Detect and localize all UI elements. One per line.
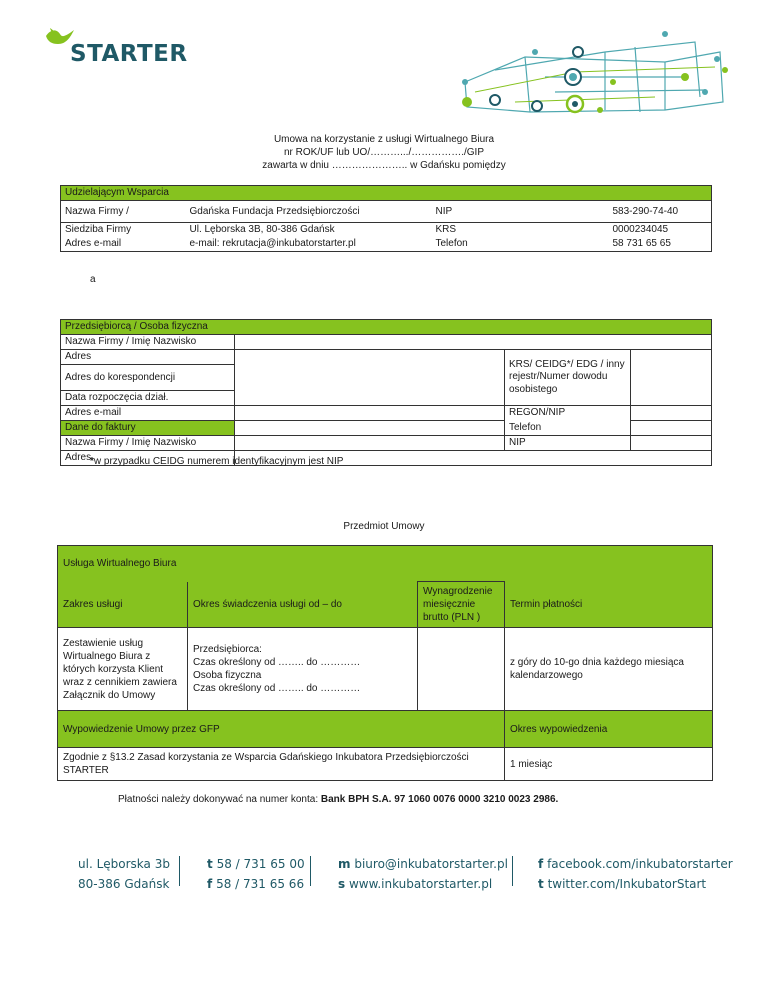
provider-email-label: Adres e-mail	[65, 238, 122, 249]
www-link[interactable]: www.inkubatorstarter.pl	[348, 877, 493, 891]
provider-krs-label: KRS	[432, 223, 609, 238]
invoice-name-label: Nazwa Firmy / Imię Nazwisko	[61, 436, 235, 451]
footer-address	[78, 854, 170, 894]
fax-label: f	[207, 877, 213, 891]
subject-table	[57, 545, 713, 781]
client-regon-field[interactable]	[631, 406, 712, 421]
fax-value: 58 / 731 65 66	[216, 877, 305, 891]
client-corr-label: Adres do korespondencji	[61, 365, 235, 391]
mail-link[interactable]: biuro@inkubatorstarter.pl	[354, 857, 508, 871]
period-line-4: Czas określony od …….. do …………	[193, 683, 361, 694]
col-payment-term: Termin płatności	[505, 582, 713, 628]
subject-table-header: Usługa Wirtualnego Biura	[58, 546, 713, 582]
client-start-label: Data rozpoczęcia dział.	[61, 391, 235, 406]
period-line-2: Czas określony od …….. do …………	[193, 657, 361, 668]
provider-phone-label: Telefon	[435, 238, 468, 249]
period-line-1: Przedsiębiorca:	[193, 644, 262, 655]
client-krs-label: KRS/ CEIDG*/ EDG / inny rejestr/Numer dowodu osobistego	[505, 350, 631, 406]
mail-label: m	[338, 857, 351, 871]
termination-label: Wypowiedzenie Umowy przez GFP	[58, 711, 505, 748]
client-email-label: Adres e-mail	[61, 406, 235, 421]
provider-nip-label: NIP	[435, 205, 453, 217]
client-blank	[235, 421, 505, 436]
facebook-label: f	[538, 857, 544, 871]
provider-seat-label: Siedziba Firmy	[61, 223, 186, 238]
client-address-label: Adres	[61, 350, 235, 365]
client-name-field[interactable]	[235, 335, 712, 350]
invoice-header: Dane do faktury	[61, 421, 235, 436]
www-label: s	[338, 877, 346, 891]
provider-name-label: Nazwa Firmy /	[65, 205, 129, 217]
provider-krs-value: 0000234045	[609, 223, 712, 238]
footnote	[90, 456, 343, 467]
client-phone-label: Telefon	[505, 421, 631, 436]
client-regon-label: REGON/NIP	[505, 406, 631, 421]
invoice-nip-field[interactable]	[631, 436, 712, 451]
payment-prefix: Płatności należy dokonywać na numer konta:	[118, 794, 321, 805]
conjunction: a	[90, 274, 96, 285]
client-table	[60, 319, 712, 466]
title-line-3: zawarta w dniu ………………….. w Gdańsku pomiędzy	[262, 160, 506, 171]
footnote-star: *	[90, 456, 94, 467]
footnote-text: w przypadku CEIDG numerem identyfikacyjnym jest NIP	[93, 456, 344, 467]
footer-social	[538, 854, 733, 894]
scope-value: Zestawienie usług Wirtualnego Biura z których korzysta Klient wraz z cennikiem zawiera Załącznik do Umowy	[58, 628, 188, 711]
footer-city: 80-386 Gdańsk	[78, 877, 170, 891]
footer-divider	[512, 856, 513, 886]
client-name-label: Nazwa Firmy / Imię Nazwisko	[61, 335, 235, 350]
bank-account: Bank BPH S.A. 97 1060 0076 0000 3210 0023 2986.	[320, 794, 559, 805]
footer-street: ul. Lęborska 3b	[78, 857, 170, 871]
provider-table	[60, 185, 712, 252]
footer-web	[338, 854, 508, 894]
notice-label: Okres wypowiedzenia	[505, 711, 713, 748]
facebook-link[interactable]: facebook.com/inkubatorstarter	[547, 857, 733, 871]
client-phone-field[interactable]	[631, 421, 712, 436]
period-value	[188, 628, 418, 711]
tel-value[interactable]: 58 / 731 65 00	[216, 857, 305, 871]
client-krs-field[interactable]	[631, 350, 712, 406]
invoice-nip-label: NIP	[505, 436, 631, 451]
title-line-2: nr ROK/UF lub UO/……….../……………./GIP	[283, 147, 485, 158]
col-scope: Zakres usługi	[58, 582, 188, 628]
footer-divider	[179, 856, 180, 886]
subject-heading: Przedmiot Umowy	[343, 521, 425, 532]
client-email-field[interactable]	[235, 406, 505, 421]
twitter-link[interactable]: twitter.com/InkubatorStart	[547, 877, 707, 891]
payment-note	[118, 794, 558, 805]
provider-name-value: Gdańska Fundacja Przedsiębiorczości	[189, 205, 360, 217]
contract-title	[0, 133, 768, 172]
payment-term-value: z góry do 10-go dnia każdego miesiąca kalendarzowego	[505, 628, 713, 711]
period-line-3: Osoba fizyczna	[193, 670, 262, 681]
termination-basis: Zgodnie z §13.2 Zasad korzystania ze Wsparcia Gdańskiego Inkubatora Przedsiębiorczości STARTER	[58, 748, 505, 781]
fee-field[interactable]	[418, 628, 505, 711]
provider-phone-value: 58 731 65 65	[612, 238, 671, 249]
decorative-graphic	[455, 22, 745, 117]
footer-divider	[310, 856, 311, 886]
provider-nip-value: 583-290-74-40	[612, 205, 679, 217]
notice-value: 1 miesiąc	[505, 748, 713, 781]
brand-name: STARTER	[70, 41, 188, 67]
provider-seat-value: Ul. Lęborska 3B, 80-386 Gdańsk	[186, 223, 432, 238]
provider-header: Udzielającym Wsparcia	[61, 186, 712, 201]
title-line-1: Umowa na korzystanie z usługi Wirtualnego Biura	[273, 134, 495, 145]
col-fee: Wynagrodzenie miesięcznie brutto (PLN )	[418, 582, 505, 628]
footer-phones	[207, 854, 305, 894]
client-header: Przedsiębiorcą / Osoba fizyczna	[61, 320, 712, 335]
tel-label: t	[207, 857, 213, 871]
provider-email-value: e-mail: rekrutacja@inkubatorstarter.pl	[189, 238, 356, 249]
logo	[44, 26, 194, 70]
twitter-label: t	[538, 877, 544, 891]
invoice-name-field[interactable]	[235, 436, 505, 451]
client-address-field[interactable]	[235, 350, 505, 406]
invoice-address-label: Adres	[61, 451, 235, 466]
col-period: Okres świadczenia usługi od – do	[188, 582, 418, 628]
